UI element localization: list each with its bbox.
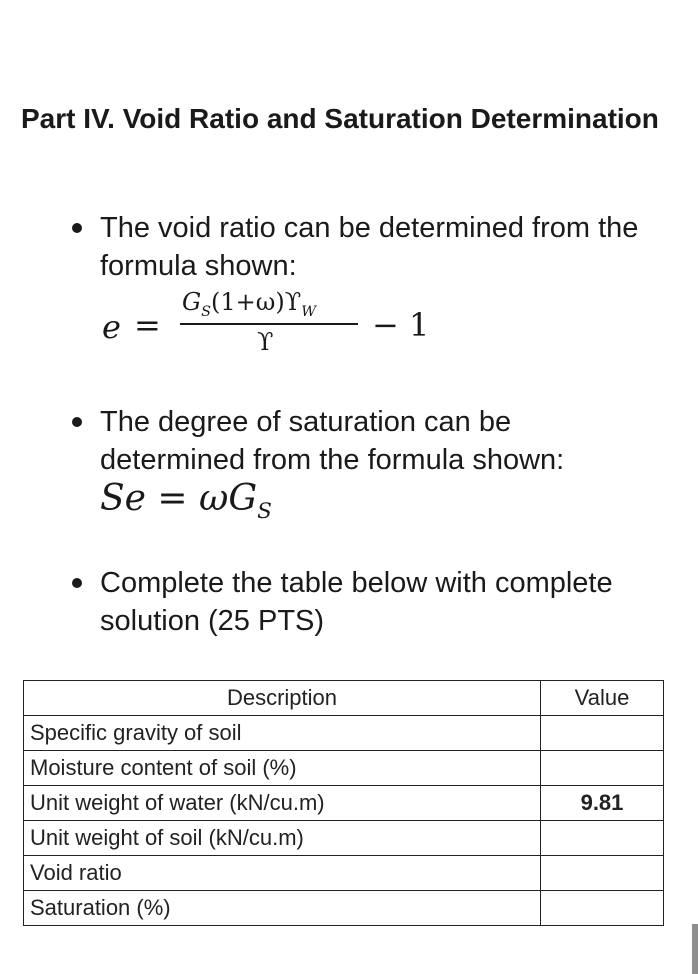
formula-rhs-sub: S: [257, 499, 272, 525]
row-description: Specific gravity of soil: [24, 716, 541, 751]
header-value: Value: [541, 681, 664, 716]
bullet-text: The degree of saturation can be determined from the formula shown:: [100, 406, 565, 476]
formula-equals: =: [157, 478, 188, 519]
row-description: Moisture content of soil (%): [24, 751, 541, 786]
row-description: Saturation (%): [24, 891, 541, 926]
bullet-text: The void ratio can be determined from the formula shown:: [100, 212, 639, 282]
saturation-formula: [100, 478, 272, 524]
header-description: Description: [24, 681, 541, 716]
fraction-bar: [180, 323, 358, 325]
table-row: [24, 891, 664, 926]
bullet-text: Complete the table below with complete solution (25 PTS): [100, 567, 613, 637]
table-row: [24, 856, 664, 891]
formula-tail: − 1: [372, 306, 430, 344]
row-value: [541, 821, 664, 856]
bullet-dot-icon: [72, 578, 82, 588]
formula-denominator: ϒ: [257, 328, 274, 356]
bullet-dot-icon: [72, 417, 82, 427]
void-ratio-formula: [100, 288, 460, 368]
row-value: [541, 716, 664, 751]
formula-equals: =: [134, 306, 161, 344]
formula-numerator: $G_S(1+\omega)ϒ_W$: [182, 288, 316, 320]
scrollbar[interactable]: [692, 924, 698, 974]
table-row: [24, 716, 664, 751]
row-description: Void ratio: [24, 856, 541, 891]
formula-lhs: Se: [100, 478, 146, 519]
section-heading: Part IV. Void Ratio and Saturation Determination: [21, 103, 659, 134]
row-value: [541, 751, 664, 786]
row-value: [541, 856, 664, 891]
row-value: 9.81: [541, 786, 664, 821]
row-value: [541, 891, 664, 926]
formula-lhs: e: [102, 308, 121, 346]
soil-properties-table: [23, 680, 664, 926]
table-row: [24, 786, 664, 821]
bullet-dot-icon: [72, 223, 82, 233]
table-row: [24, 751, 664, 786]
formula-rhs: ωG: [199, 478, 258, 519]
table-row: [24, 821, 664, 856]
row-description: Unit weight of soil (kN/cu.m): [24, 821, 541, 856]
row-description: Unit weight of water (kN/cu.m): [24, 786, 541, 821]
table-header-row: [24, 681, 664, 716]
